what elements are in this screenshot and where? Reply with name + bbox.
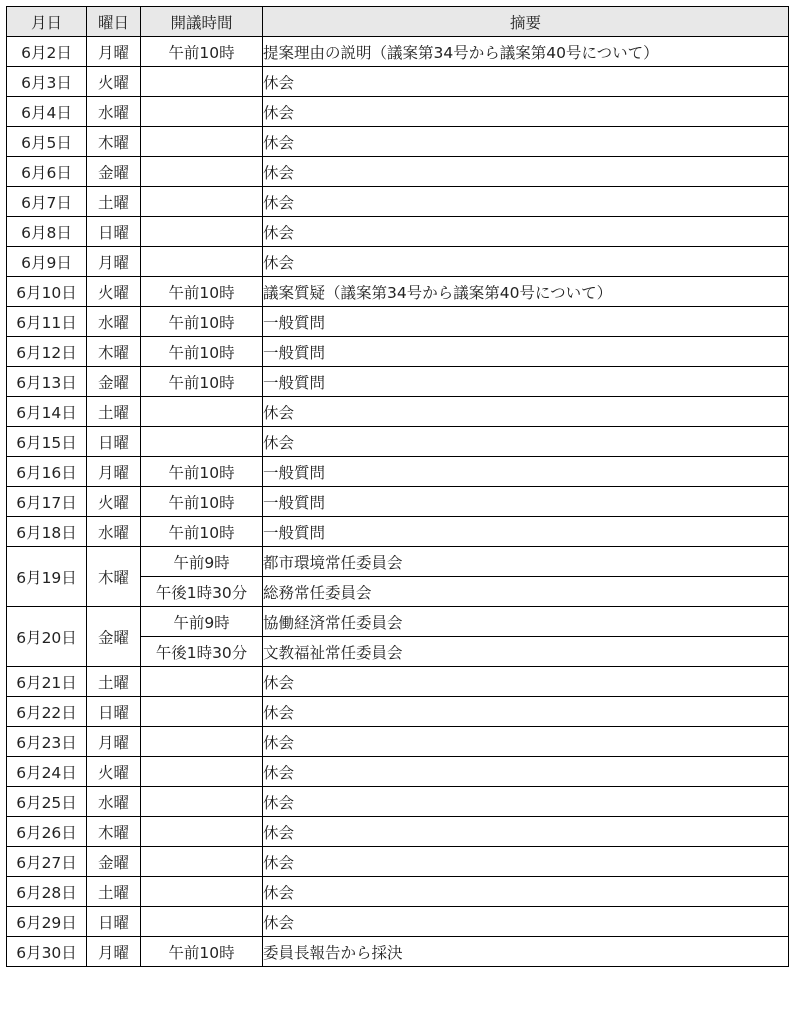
description-cell: 休会 xyxy=(263,187,789,217)
table-row xyxy=(7,817,789,847)
time-cell xyxy=(141,67,263,97)
time-cell: 午前10時 xyxy=(141,307,263,337)
time-cell xyxy=(141,187,263,217)
table-row xyxy=(7,157,789,187)
day-cell: 土曜 xyxy=(87,187,141,217)
table-row xyxy=(7,397,789,427)
header-description: 摘要 xyxy=(263,7,789,37)
time-cell: 午前9時 xyxy=(141,607,263,637)
time-cell: 午後1時30分 xyxy=(141,637,263,667)
time-cell xyxy=(141,757,263,787)
description-cell: 休会 xyxy=(263,697,789,727)
time-cell: 午前10時 xyxy=(141,457,263,487)
day-cell: 金曜 xyxy=(87,607,141,667)
description-cell: 文教福祉常任委員会 xyxy=(263,637,789,667)
table-row xyxy=(7,127,789,157)
session-schedule-table xyxy=(6,6,789,967)
description-cell: 休会 xyxy=(263,127,789,157)
day-cell: 水曜 xyxy=(87,787,141,817)
time-cell: 午前10時 xyxy=(141,367,263,397)
day-cell: 金曜 xyxy=(87,367,141,397)
date-cell: 6月22日 xyxy=(7,697,87,727)
day-cell: 日曜 xyxy=(87,217,141,247)
header-date: 月日 xyxy=(7,7,87,37)
table-row xyxy=(7,517,789,547)
table-row xyxy=(7,547,789,577)
table-row xyxy=(7,697,789,727)
time-cell: 午前10時 xyxy=(141,937,263,967)
day-cell: 水曜 xyxy=(87,517,141,547)
header-time: 開議時間 xyxy=(141,7,263,37)
day-cell: 水曜 xyxy=(87,97,141,127)
description-cell: 休会 xyxy=(263,877,789,907)
day-cell: 日曜 xyxy=(87,907,141,937)
description-cell: 一般質問 xyxy=(263,517,789,547)
day-cell: 木曜 xyxy=(87,337,141,367)
description-cell: 都市環境常任委員会 xyxy=(263,547,789,577)
time-cell xyxy=(141,217,263,247)
table-row xyxy=(7,787,789,817)
time-cell xyxy=(141,727,263,757)
description-cell: 議案質疑（議案第34号から議案第40号について） xyxy=(263,277,789,307)
time-cell xyxy=(141,397,263,427)
date-cell: 6月25日 xyxy=(7,787,87,817)
table-row xyxy=(7,67,789,97)
date-cell: 6月16日 xyxy=(7,457,87,487)
date-cell: 6月5日 xyxy=(7,127,87,157)
description-cell: 一般質問 xyxy=(263,337,789,367)
time-cell xyxy=(141,787,263,817)
schedule-document xyxy=(6,6,789,967)
date-cell: 6月6日 xyxy=(7,157,87,187)
time-cell xyxy=(141,877,263,907)
day-cell: 火曜 xyxy=(87,277,141,307)
time-cell xyxy=(141,817,263,847)
date-cell: 6月23日 xyxy=(7,727,87,757)
day-cell: 月曜 xyxy=(87,727,141,757)
description-cell: 一般質問 xyxy=(263,307,789,337)
description-cell: 休会 xyxy=(263,427,789,457)
date-cell: 6月29日 xyxy=(7,907,87,937)
table-row xyxy=(7,907,789,937)
day-cell: 月曜 xyxy=(87,937,141,967)
time-cell: 午前10時 xyxy=(141,517,263,547)
day-cell: 火曜 xyxy=(87,487,141,517)
day-cell: 水曜 xyxy=(87,307,141,337)
table-row xyxy=(7,367,789,397)
date-cell: 6月21日 xyxy=(7,667,87,697)
date-cell: 6月8日 xyxy=(7,217,87,247)
time-cell xyxy=(141,157,263,187)
day-cell: 月曜 xyxy=(87,247,141,277)
description-cell: 休会 xyxy=(263,667,789,697)
description-cell: 一般質問 xyxy=(263,367,789,397)
date-cell: 6月17日 xyxy=(7,487,87,517)
date-cell: 6月10日 xyxy=(7,277,87,307)
date-cell: 6月20日 xyxy=(7,607,87,667)
date-cell: 6月12日 xyxy=(7,337,87,367)
day-cell: 火曜 xyxy=(87,67,141,97)
day-cell: 土曜 xyxy=(87,877,141,907)
description-cell: 休会 xyxy=(263,727,789,757)
table-row xyxy=(7,877,789,907)
time-cell: 午前10時 xyxy=(141,37,263,67)
day-cell: 木曜 xyxy=(87,817,141,847)
day-cell: 木曜 xyxy=(87,127,141,157)
description-cell: 休会 xyxy=(263,787,789,817)
day-cell: 木曜 xyxy=(87,547,141,607)
table-row xyxy=(7,217,789,247)
day-cell: 月曜 xyxy=(87,457,141,487)
time-cell xyxy=(141,427,263,457)
description-cell: 提案理由の説明（議案第34号から議案第40号について） xyxy=(263,37,789,67)
table-row xyxy=(7,337,789,367)
date-cell: 6月9日 xyxy=(7,247,87,277)
date-cell: 6月13日 xyxy=(7,367,87,397)
date-cell: 6月11日 xyxy=(7,307,87,337)
date-cell: 6月24日 xyxy=(7,757,87,787)
day-cell: 火曜 xyxy=(87,757,141,787)
date-cell: 6月15日 xyxy=(7,427,87,457)
description-cell: 休会 xyxy=(263,247,789,277)
time-cell xyxy=(141,97,263,127)
description-cell: 協働経済常任委員会 xyxy=(263,607,789,637)
date-cell: 6月14日 xyxy=(7,397,87,427)
table-row xyxy=(7,187,789,217)
date-cell: 6月18日 xyxy=(7,517,87,547)
description-cell: 一般質問 xyxy=(263,457,789,487)
time-cell: 午前10時 xyxy=(141,337,263,367)
date-cell: 6月4日 xyxy=(7,97,87,127)
table-row xyxy=(7,37,789,67)
time-cell xyxy=(141,247,263,277)
table-row xyxy=(7,307,789,337)
date-cell: 6月19日 xyxy=(7,547,87,607)
date-cell: 6月7日 xyxy=(7,187,87,217)
header-day: 曜日 xyxy=(87,7,141,37)
description-cell: 委員長報告から採決 xyxy=(263,937,789,967)
day-cell: 金曜 xyxy=(87,157,141,187)
description-cell: 休会 xyxy=(263,67,789,97)
table-row xyxy=(7,757,789,787)
time-cell xyxy=(141,847,263,877)
description-cell: 休会 xyxy=(263,847,789,877)
table-row xyxy=(7,847,789,877)
date-cell: 6月28日 xyxy=(7,877,87,907)
description-cell: 休会 xyxy=(263,817,789,847)
time-cell: 午後1時30分 xyxy=(141,577,263,607)
description-cell: 総務常任委員会 xyxy=(263,577,789,607)
description-cell: 休会 xyxy=(263,397,789,427)
header-row xyxy=(7,7,789,37)
table-row xyxy=(7,427,789,457)
description-cell: 休会 xyxy=(263,217,789,247)
day-cell: 月曜 xyxy=(87,37,141,67)
table-row xyxy=(7,247,789,277)
day-cell: 日曜 xyxy=(87,697,141,727)
table-row xyxy=(7,277,789,307)
date-cell: 6月2日 xyxy=(7,37,87,67)
table-row xyxy=(7,607,789,637)
schedule-body xyxy=(7,37,789,967)
time-cell xyxy=(141,907,263,937)
time-cell xyxy=(141,667,263,697)
table-row xyxy=(7,937,789,967)
day-cell: 土曜 xyxy=(87,397,141,427)
day-cell: 日曜 xyxy=(87,427,141,457)
date-cell: 6月27日 xyxy=(7,847,87,877)
table-row xyxy=(7,457,789,487)
table-row xyxy=(7,97,789,127)
description-cell: 一般質問 xyxy=(263,487,789,517)
table-row xyxy=(7,667,789,697)
time-cell: 午前10時 xyxy=(141,487,263,517)
date-cell: 6月30日 xyxy=(7,937,87,967)
date-cell: 6月3日 xyxy=(7,67,87,97)
day-cell: 土曜 xyxy=(87,667,141,697)
description-cell: 休会 xyxy=(263,757,789,787)
table-row xyxy=(7,487,789,517)
description-cell: 休会 xyxy=(263,157,789,187)
time-cell: 午前10時 xyxy=(141,277,263,307)
time-cell: 午前9時 xyxy=(141,547,263,577)
date-cell: 6月26日 xyxy=(7,817,87,847)
time-cell xyxy=(141,697,263,727)
description-cell: 休会 xyxy=(263,97,789,127)
time-cell xyxy=(141,127,263,157)
day-cell: 金曜 xyxy=(87,847,141,877)
table-row xyxy=(7,727,789,757)
description-cell: 休会 xyxy=(263,907,789,937)
